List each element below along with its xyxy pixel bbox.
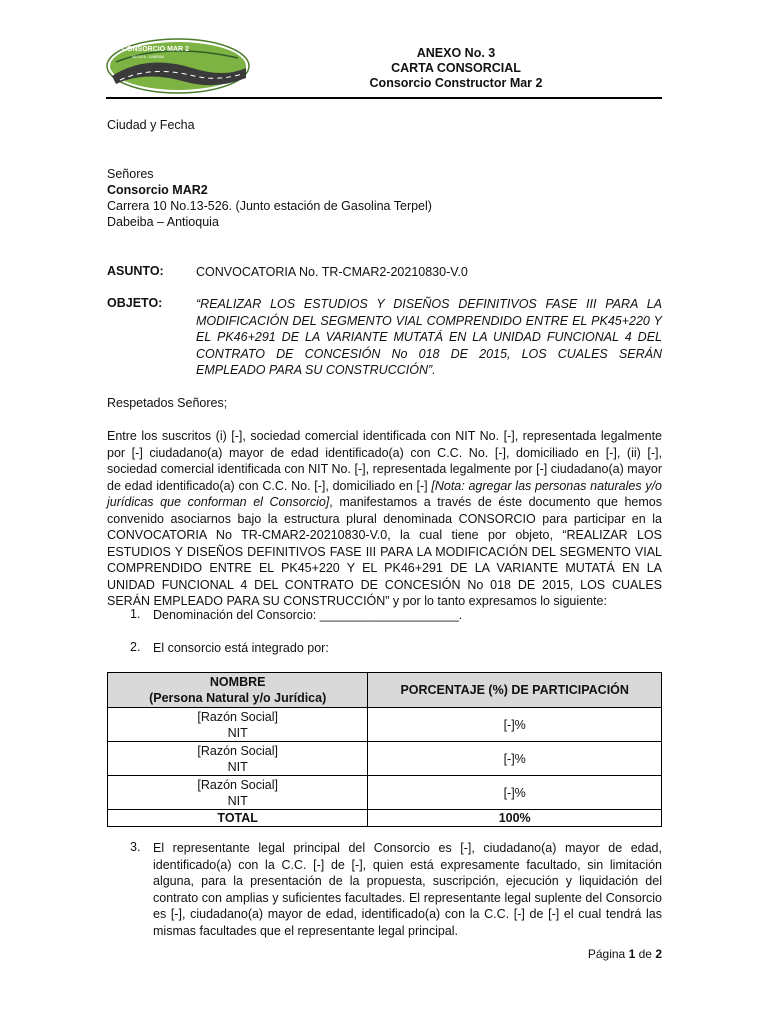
member-nit: NIT [227,725,248,740]
page-number: 1 [628,947,636,961]
logo-text-main: CONSORCIO MAR 2 [122,46,189,53]
header-pct-cell: PORCENTAJE (%) DE PARTICIPACIÓN [368,673,662,708]
document-header [250,46,662,91]
table-row [108,776,662,810]
list-item-1: Denominación del Consorcio: ____________________. [153,608,463,622]
page-word: Página [587,947,626,961]
table-row [108,708,662,742]
of-word: de [638,947,652,961]
member-name: [Razón Social] [197,709,278,724]
asunto-value: CONVOCATORIA No. TR-CMAR2-20210830-V.0 [196,265,468,279]
header-divider [106,97,662,99]
member-name-cell [108,776,368,810]
page-footer [540,947,662,961]
body-paragraph [107,428,662,610]
member-name: [Razón Social] [197,743,278,758]
table-header-row [108,673,662,708]
body-part-2: , manifestamos a través de éste documento que hemos convenido asociarnos bajo la estructura plural denominada CONSORCIO para participar en la CONVOCATORIA No TR-CMAR2-20210830-V.0, la cual tiene por objeto, “REALIZAR LOS ESTUDIOS Y DISEÑOS DEFINITIVOS FASE III PARA LA MODIFICACIÓN DEL SEGMENTO VIAL COMPRENDIDO ENTRE EL PK45+220 Y EL PK46+291 DE LA VARIANTE MUTATÁ EN LA UNIDAD FUNCIONAL 4 DEL CONTRATO DE CONCESIÓN No 018 DE 2015, LOS CUALES SERÁN EMPLEADO PARA SU CONSTRUCCIÓN” y por lo tanto expresamos lo siguiente: [107,495,662,608]
list-number-2: 2. [130,640,141,654]
consorcio-logo [106,38,250,94]
header-name-line2: (Persona Natural y/o Jurídica) [149,691,327,705]
list-number-1: 1. [130,607,141,621]
member-pct: [-]% [368,742,662,776]
body-part-1: Entre los suscritos (i) [-], sociedad comercial identificada con NIT No. [-], representada legalmente por [-] ciudadano(a) mayor de edad identificado(a) con C.C. No. [-], domiciliado en [-], (ii) [-], sociedad comercial identificada con NIT No. [-], representada legalmente por [-] ciudadano(a) mayor de edad identificado(a) con C.C. No. [-], domiciliado en [-] [107,429,662,493]
city-date: Ciudad y Fecha [107,118,195,132]
annex-title: ANEXO No. 3 [416,46,496,60]
asunto-label: ASUNTO: [107,264,164,278]
recipient-salutation: Señores [107,167,154,181]
logo-text-sub: MUTATÁ - DABEIBA [132,55,165,59]
objeto-value: “REALIZAR LOS ESTUDIOS Y DISEÑOS DEFINITIVOS FASE III PARA LA MODIFICACIÓN DEL SEGMENTO VIAL COMPRENDIDO ENTRE EL PK45+220 Y EL PK46+291 DE LA VARIANTE MUTATÁ EN LA UNIDAD FUNCIONAL 4 DEL CONTRATO DE CONCESIÓN No 018 DE 2015, LOS CUALES SERÁN EMPLEADO PARA SU CONSTRUCCIÓN”. [196,297,662,377]
list-number-3: 3. [130,840,141,854]
greeting: Respetados Señores; [107,396,228,410]
letter-title: CARTA CONSORCIAL [391,61,521,75]
consortium-title: Consorcio Constructor Mar 2 [369,76,543,90]
list-item-3: El representante legal principal del Consorcio es [-], ciudadano(a) mayor de edad, identificado(a) con la C.C. [-] de [-], quien está expresamente facultado, sin limitación alguna, para la presentación de la propuesta, suscripción, ejecución y liquidación del contrato con amplias y suficientes facultades. El representante legal suplente del Consorcio es [-], ciudadano(a) mayor de edad, identificado(a) con la C.C. [-] de [-] el cual tendrá las mismas facultades que el representante legal principal. [153,841,662,938]
recipient-address: Carrera 10 No.13-526. (Junto estación de Gasolina Terpel) [107,199,432,213]
member-pct: [-]% [368,776,662,810]
table-total-row [108,810,662,827]
member-name: [Razón Social] [197,777,278,792]
member-nit: NIT [227,759,248,774]
members-table [107,672,662,827]
header-name-line1: NOMBRE [209,675,266,689]
member-pct: [-]% [368,708,662,742]
member-nit: NIT [227,793,248,808]
recipient-name: Consorcio MAR2 [107,183,208,197]
header-name-cell [108,673,368,708]
member-name-cell [108,742,368,776]
table-row [108,742,662,776]
recipient-city: Dabeiba – Antioquia [107,215,219,229]
member-name-cell [108,708,368,742]
total-value: 100% [368,810,662,827]
total-label: TOTAL [108,810,368,827]
body-note: [Nota: agregar las personas naturales y/o jurídicas que conforman el Consorcio] [107,478,663,509]
objeto-label: OBJETO: [107,296,163,310]
page-total: 2 [655,947,662,961]
list-item-2: El consorcio está integrado por: [153,641,329,655]
